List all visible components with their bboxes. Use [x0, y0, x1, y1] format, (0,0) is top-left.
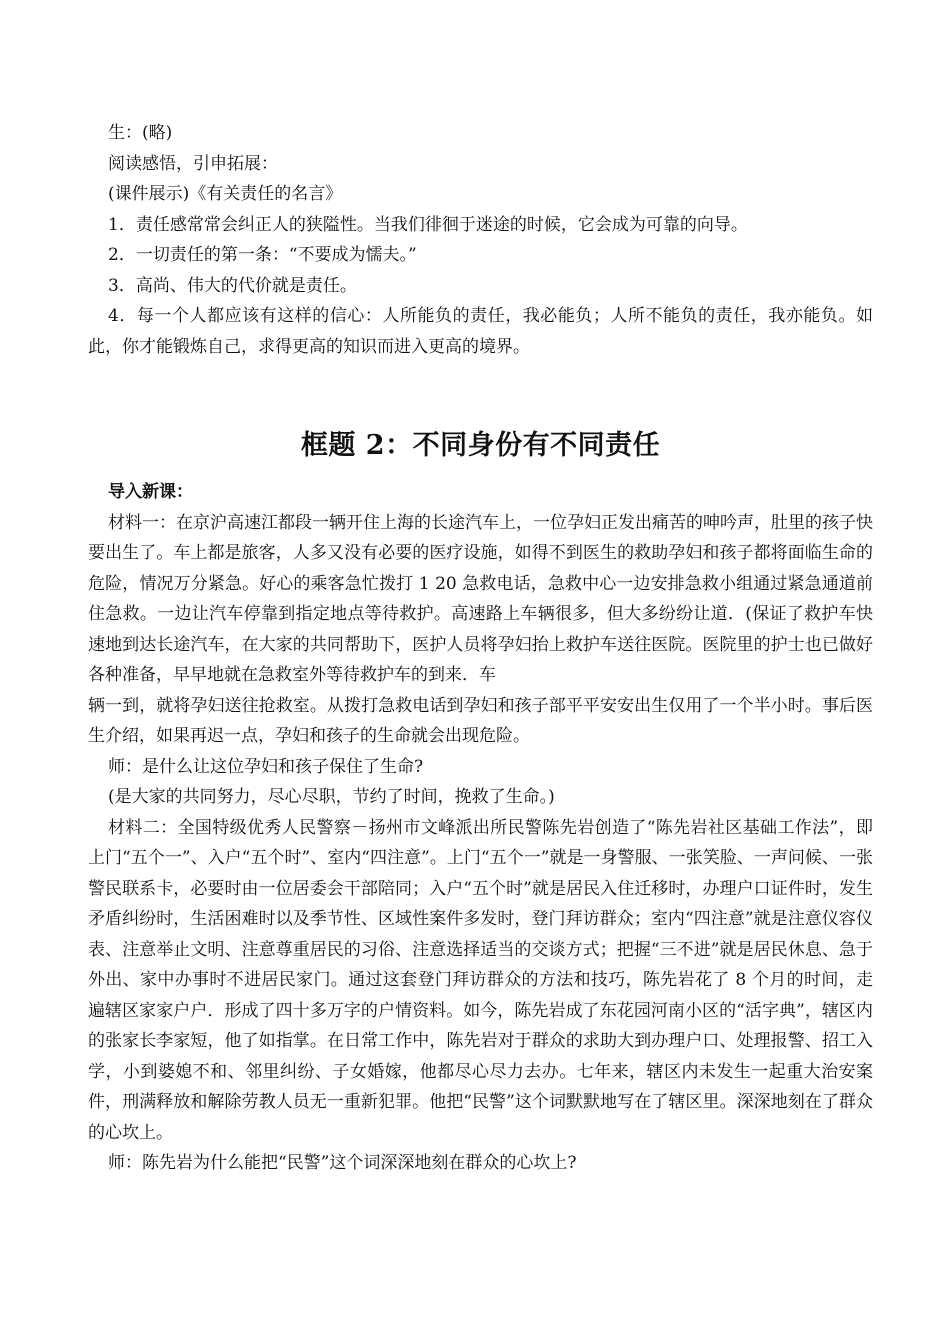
quote-item-3: 3．高尚、伟大的代价就是责任。: [108, 275, 357, 296]
material-one-continuation: 辆一到，就将孕妇送往抢救室。从拨打急救电话到孕妇和孩子部平平安安出生仅用了一个半小时。事后医生介绍，如果再迟一点，孕妇和孩子的生命就会出现危险。: [88, 695, 873, 746]
quote-item-1: 1．责任感常常会纠正人的狭隘性。当我们徘徊于迷途的时候，它会成为可靠的向导。: [108, 214, 748, 235]
teacher-question-1: 师：是什么让这位孕妇和孩子保住了生命?: [108, 756, 424, 777]
material-two-paragraph: 材料二：全国特级优秀人民警察－扬州市文峰派出所民警陈先岩创造了“陈先岩社区基础工作法”，即上门“五个一”、入户“五个时”、室内“四注意”。上门“五个一”就是一身警服、一张笑脸、一声问候、一张警民联系卡，必要时由一位居委会干部陪同；入户“五个时”就是居民入住迁移时，办理户口证件时，发生矛盾纠纷时，生活困难时以及季节性、区域性案件多发时，登门拜访群众；室内“四注意”就是注意仪容仪表、注意举止文明、注意尊重居民的习俗、注意选择适当的交谈方式；把握“三不进”就是居民休息、急于外出、家中办事时不进居民家门。通过这套登门拜访群众的方法和技巧，陈先岩花了 8 个月的时间，走遍辖区家家户户．形成了四十多万字的户情资料。如今，陈先岩成了东花园河南小区的“活字典”，辖区内的张家长李家短，他了如指掌。在日常工作中，陈先岩对于群众的求助大到办理户口、处理报警、招工入学，小到婆媳不和、邻里纠纷、子女婚嫁，他都尽心尽力去办。七年来，辖区内未发生一起重大治安案件，刑满释放和解除劳教人员无一重新犯罪。他把“民警”这个词默默地写在了辖区里。深深地刻在了群众的心坎上。: [88, 817, 873, 1143]
quote-item-4: 4．每一个人都应该有这样的信心：人所能负的责任，我必能负；人所不能负的责任，我亦能负。如此，你才能锻炼自己，求得更高的知识而进入更高的境界。: [88, 306, 873, 357]
material-one-paragraph: 材料一：在京沪高速江都段一辆开住上海的长途汽车上，一位孕妇正发出痛苦的呻吟声，肚里的孩子快要出生了。车上都是旅客，人多又没有必要的医疗设施，如得不到医生的救助孕妇和孩子都将面临生命的危险，情况万分紧急。好心的乘客急忙拨打 1 20 急救电话，急救中心一边安排急救小组通过紧急通道前住急救。一边让汽车停靠到指定地点等待救护。高速路上车辆很多，但大多纷纷让道．(保证了救护车快速地到达长途汽车，在大家的共同帮助下，医护人员将孕妇抬上救护车送往医院。医院里的护士也已做好各种准备，早早地就在急救室外等待救护车的到来．车: [88, 512, 873, 685]
quote-item-2: 2．一切责任的第一条：“不要成为懦夫。”: [108, 245, 417, 265]
teacher-question-2: 师：陈先岩为什么能把“民警”这个词深深地刻在群众的心坎上?: [108, 1153, 577, 1173]
section-spacer: [88, 362, 873, 425]
section-title: 框题 2：不同身份有不同责任: [300, 430, 661, 461]
student-answer-line: 生：(略): [108, 123, 173, 143]
intro-heading: 导入新课：: [108, 482, 193, 502]
reading-insight-line: 阅读感悟，引申拓展：: [108, 153, 278, 174]
document-page: [88, 118, 873, 1179]
courseware-line: (课件展示)《有关责任的名言》: [108, 184, 343, 204]
answer-1: (是大家的共同努力，尽心尽职，节约了时间，挽救了生命。): [108, 787, 555, 807]
